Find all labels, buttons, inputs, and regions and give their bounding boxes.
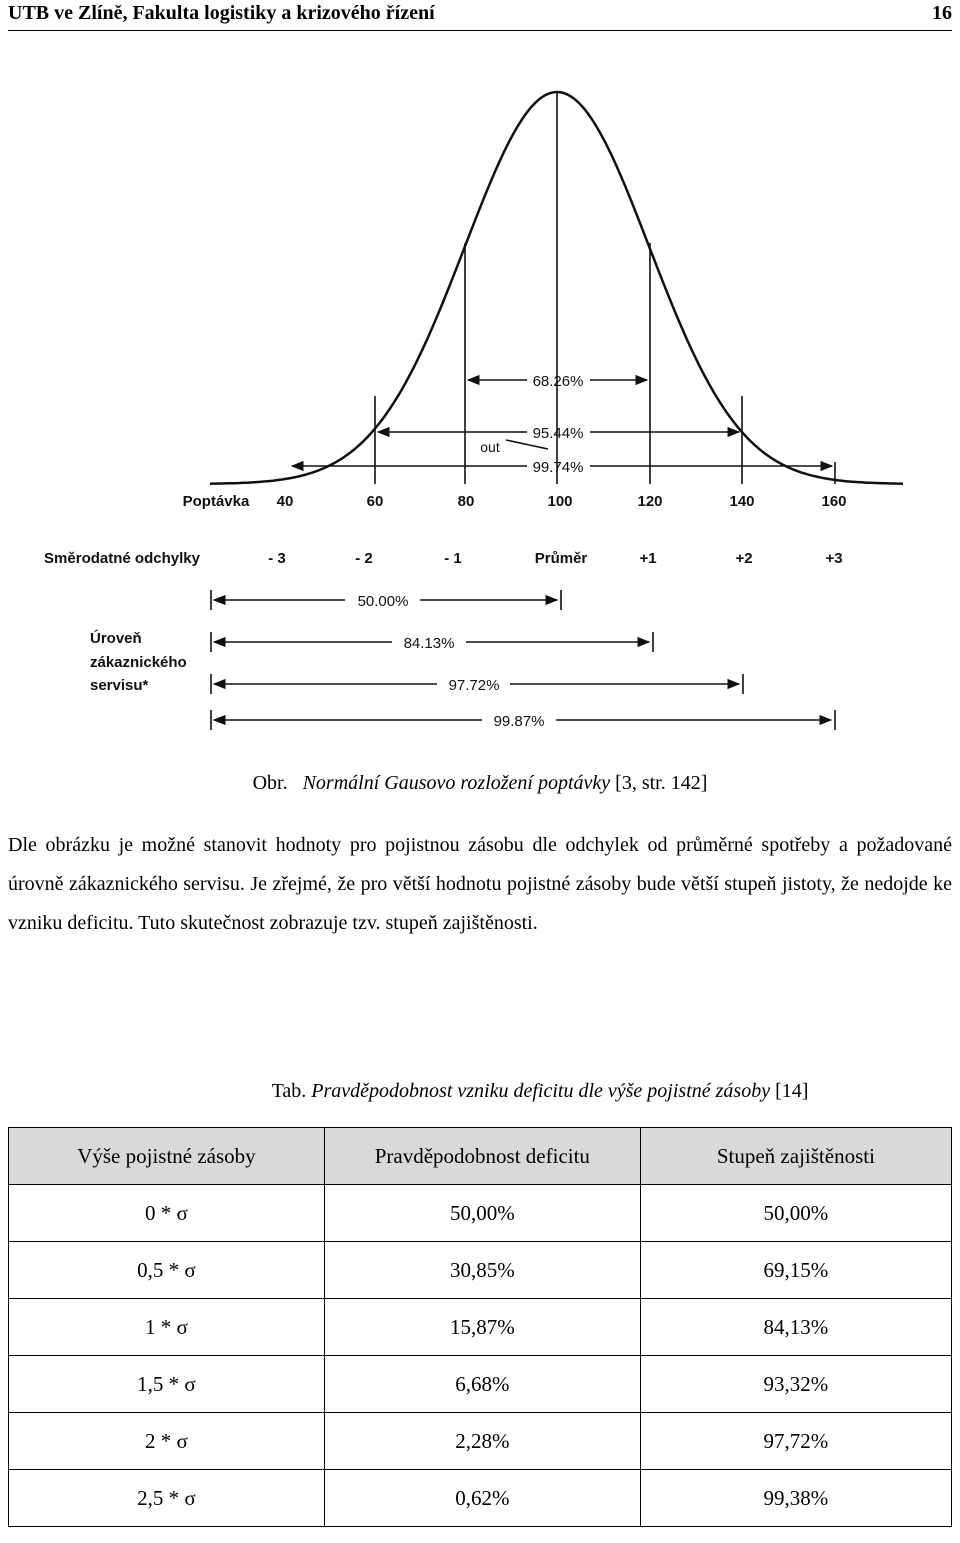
table-cell: 0,62%	[324, 1470, 640, 1527]
table-cell: 2,5 * σ	[9, 1470, 325, 1527]
svg-text:zákaznického: zákaznického	[90, 654, 187, 671]
table-caption-title: Pravděpodobnost vzniku deficitu dle výše pojistné zásoby	[311, 1080, 771, 1102]
service-level-values	[358, 593, 545, 730]
service-value-50: 50.00%	[357, 593, 409, 610]
sd-value: +3	[825, 550, 843, 567]
table-caption	[60, 1080, 960, 1103]
page-header	[8, 0, 952, 31]
normal-distribution-figure	[0, 40, 960, 740]
service-level-label	[90, 629, 187, 694]
demand-value: 60	[366, 493, 384, 510]
demand-value: 120	[637, 493, 663, 510]
sigma-lines	[375, 92, 835, 484]
band-label-95: 95.44%	[532, 425, 584, 442]
demand-axis-label: Poptávka	[182, 493, 250, 510]
table-cell: 0 * σ	[9, 1185, 325, 1242]
service-level-arrows	[211, 590, 835, 730]
figure-caption-prefix: Obr.	[252, 772, 288, 794]
table-header-row	[9, 1128, 952, 1185]
demand-value: 100	[547, 493, 573, 510]
table-row	[9, 1356, 952, 1413]
demand-value: 40	[276, 493, 294, 510]
table-cell: 15,87%	[324, 1299, 640, 1356]
svg-text:Úroveň: Úroveň	[90, 630, 142, 647]
out-label: out	[480, 439, 500, 455]
table-cell: 50,00%	[640, 1185, 951, 1242]
table-row	[9, 1185, 952, 1242]
service-value-84: 84.13%	[403, 635, 455, 652]
demand-axis-values	[277, 493, 847, 510]
svg-text:servisu*: servisu*	[90, 677, 149, 694]
table-caption-prefix: Tab.	[271, 1080, 307, 1102]
sd-value: +1	[639, 550, 657, 567]
table-row	[9, 1242, 952, 1299]
sd-row-label: Směrodatné odchylky	[44, 550, 200, 567]
table-cell: 69,15%	[640, 1242, 951, 1299]
table-cell: 93,32%	[640, 1356, 951, 1413]
table-cell: 50,00%	[324, 1185, 640, 1242]
band-label-68: 68.26%	[532, 373, 584, 390]
table-cell: 1,5 * σ	[9, 1356, 325, 1413]
figure-caption-title: Normální Gausovo rozložení poptávky	[302, 772, 611, 794]
table-cell: 0,5 * σ	[9, 1242, 325, 1299]
figure-caption	[0, 772, 960, 795]
table-cell: 84,13%	[640, 1299, 951, 1356]
sd-values	[268, 550, 842, 567]
table-row	[9, 1413, 952, 1470]
column-header: Výše pojistné zásoby	[9, 1128, 325, 1185]
demand-value: 80	[457, 493, 475, 510]
table-caption-ref: [14]	[775, 1080, 809, 1102]
table-row	[9, 1299, 952, 1356]
service-value-97: 97.72%	[448, 677, 500, 694]
table-cell: 30,85%	[324, 1242, 640, 1299]
figure-caption-ref: [3, str. 142]	[615, 772, 708, 794]
column-header: Stupeň zajištěnosti	[640, 1128, 951, 1185]
band-label-99: 99.74%	[532, 459, 584, 476]
table-cell: 2,28%	[324, 1413, 640, 1470]
probability-bands	[292, 380, 832, 466]
table-cell: 2 * σ	[9, 1413, 325, 1470]
table-cell: 97,72%	[640, 1413, 951, 1470]
demand-value: 140	[729, 493, 755, 510]
sd-value: - 2	[355, 550, 373, 567]
table-cell: 6,68%	[324, 1356, 640, 1413]
column-header: Pravděpodobnost deficitu	[324, 1128, 640, 1185]
deficit-probability-table	[8, 1127, 952, 1527]
header-title: UTB ve Zlíně, Fakulta logistiky a krizového řízení	[8, 2, 435, 24]
table-cell: 1 * σ	[9, 1299, 325, 1356]
page-number: 16	[932, 2, 952, 24]
demand-value: 160	[821, 493, 847, 510]
sd-value: - 3	[268, 550, 286, 567]
service-value-99: 99.87%	[493, 713, 545, 730]
sd-value: +2	[735, 550, 753, 567]
sd-value: - 1	[444, 550, 462, 567]
sd-value: Průměr	[534, 550, 588, 567]
table-row	[9, 1470, 952, 1527]
table-cell: 99,38%	[640, 1470, 951, 1527]
body-paragraph: Dle obrázku je možné stanovit hodnoty pro pojistnou zásobu dle odchylek od průměrné spotřeby a požadované úrovně zákaznického servisu. Je zřejmé, že pro větší hodnotu pojistné zásoby bude větší stupeň jistoty, že nedojde ke vzniku deficitu. Tuto skutečnost zobrazuje tzv. stupeň zajištěnosti.	[8, 834, 952, 934]
